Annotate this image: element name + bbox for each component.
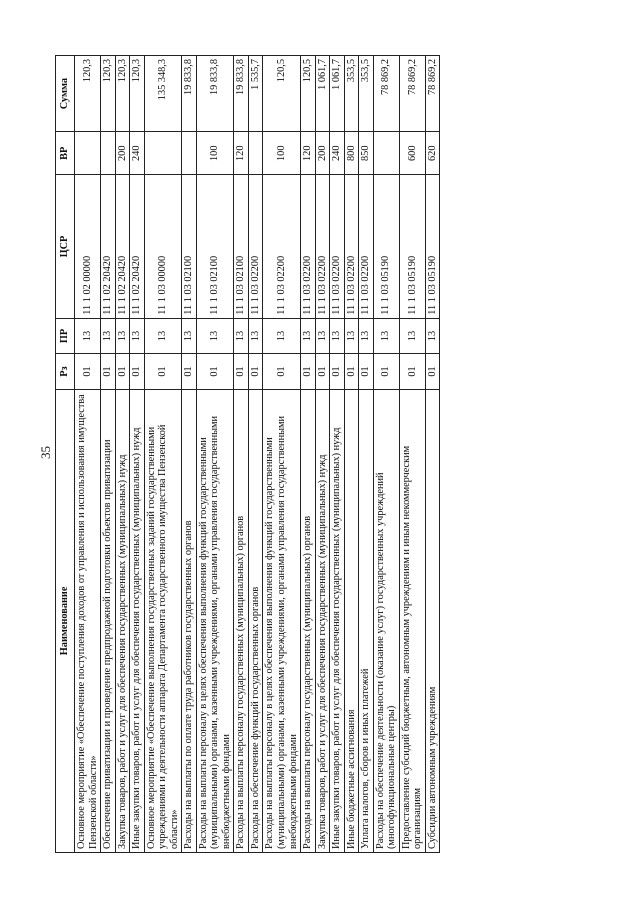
cell-rz: 01 bbox=[330, 354, 345, 390]
cell-name: Субсидии автономным учреждениям bbox=[425, 389, 440, 852]
cell-vr bbox=[373, 132, 399, 175]
cell-sum: 120,3 bbox=[130, 56, 145, 132]
cell-vr: 240 bbox=[130, 132, 145, 175]
cell-pr: 13 bbox=[399, 318, 425, 354]
cell-pr: 13 bbox=[234, 318, 249, 354]
cell-vr: 200 bbox=[115, 132, 130, 175]
table-row bbox=[315, 56, 330, 853]
cell-pr: 13 bbox=[130, 318, 145, 354]
cell-pr: 13 bbox=[344, 318, 359, 354]
table-row bbox=[263, 56, 301, 853]
cell-csr: 11 1 03 02100 bbox=[234, 175, 249, 318]
cell-name: Иные закупки товаров, работ и услуг для обеспечения государственных (муниципальных) нужд bbox=[330, 389, 345, 852]
cell-name: Расходы на выплаты персоналу государственных (муниципальных) органов bbox=[301, 389, 316, 852]
budget-table bbox=[55, 55, 440, 853]
header-name: Наименование bbox=[56, 389, 75, 852]
cell-vr: 120 bbox=[234, 132, 249, 175]
cell-sum: 19 833,8 bbox=[234, 56, 249, 132]
cell-name: Уплата налогов, сборов и иных платежей bbox=[359, 389, 374, 852]
cell-pr: 13 bbox=[144, 318, 182, 354]
cell-rz: 01 bbox=[315, 354, 330, 390]
cell-pr: 13 bbox=[301, 318, 316, 354]
cell-sum: 19 833,8 bbox=[182, 56, 197, 132]
cell-name: Закупка товаров, работ и услуг для обеспечения государственных (муниципальных) нужд bbox=[115, 389, 130, 852]
cell-sum: 1 061,7 bbox=[315, 56, 330, 132]
cell-sum: 353,5 bbox=[359, 56, 374, 132]
cell-csr: 11 1 03 02100 bbox=[182, 175, 197, 318]
cell-name: Закупка товаров, работ и услуг для обеспечения государственных (муниципальных) нужд bbox=[315, 389, 330, 852]
table-row bbox=[75, 56, 101, 853]
cell-pr: 13 bbox=[263, 318, 301, 354]
cell-csr: 11 1 03 02200 bbox=[301, 175, 316, 318]
table-row bbox=[130, 56, 145, 853]
cell-sum: 120,3 bbox=[75, 56, 101, 132]
cell-sum: 78 869,2 bbox=[399, 56, 425, 132]
cell-csr: 11 1 02 00000 bbox=[75, 175, 101, 318]
cell-csr: 11 1 03 05190 bbox=[399, 175, 425, 318]
cell-vr: 100 bbox=[263, 132, 301, 175]
table-row bbox=[373, 56, 399, 853]
cell-name: Расходы на выплаты персоналу в целях обеспечения выполнения функций государственными (муниципальными) органами, казенными учреждениями, органами управления государственными внебюджетными фондами bbox=[263, 389, 301, 852]
table-row bbox=[234, 56, 249, 853]
cell-sum: 78 869,2 bbox=[373, 56, 399, 132]
cell-rz: 01 bbox=[263, 354, 301, 390]
cell-name: Расходы на выплаты персоналу в целях обеспечения выполнения функций государственными (муниципальными) органами, казенными учреждениями, органами управления государственными внебюджетными фондами bbox=[196, 389, 234, 852]
cell-csr: 11 1 02 20420 bbox=[115, 175, 130, 318]
cell-name: Расходы на выплаты по оплате труда работников государственных органов bbox=[182, 389, 197, 852]
cell-rz: 01 bbox=[101, 354, 116, 390]
cell-rz: 01 bbox=[182, 354, 197, 390]
cell-rz: 01 bbox=[144, 354, 182, 390]
cell-csr: 11 1 03 02200 bbox=[359, 175, 374, 318]
cell-vr: 240 bbox=[330, 132, 345, 175]
cell-rz: 01 bbox=[301, 354, 316, 390]
cell-vr: 800 bbox=[344, 132, 359, 175]
cell-sum: 120,3 bbox=[101, 56, 116, 132]
cell-pr: 13 bbox=[315, 318, 330, 354]
cell-sum: 120,5 bbox=[301, 56, 316, 132]
cell-name: Иные бюджетные ассигнования bbox=[344, 389, 359, 852]
cell-sum: 120,5 bbox=[263, 56, 301, 132]
cell-name: Расходы на обеспечение деятельности (оказание услуг) государственных учреждений (многофункциональные центры) bbox=[373, 389, 399, 852]
cell-vr bbox=[144, 132, 182, 175]
cell-rz: 01 bbox=[115, 354, 130, 390]
table-row bbox=[425, 56, 440, 853]
cell-sum: 1 061,7 bbox=[330, 56, 345, 132]
cell-rz: 01 bbox=[359, 354, 374, 390]
cell-name: Иные закупки товаров, работ и услуг для обеспечения государственных (муниципальных) нужд bbox=[130, 389, 145, 852]
table-row bbox=[330, 56, 345, 853]
table-row bbox=[182, 56, 197, 853]
cell-csr: 11 1 03 02100 bbox=[196, 175, 234, 318]
cell-pr: 13 bbox=[75, 318, 101, 354]
table-row bbox=[101, 56, 116, 853]
cell-sum: 353,5 bbox=[344, 56, 359, 132]
cell-vr: 620 bbox=[425, 132, 440, 175]
cell-rz: 01 bbox=[196, 354, 234, 390]
cell-name: Предоставление субсидий бюджетным, автономным учреждениям и иным некоммерческим организациям bbox=[399, 389, 425, 852]
cell-vr: 600 bbox=[399, 132, 425, 175]
cell-csr: 11 1 03 02200 bbox=[330, 175, 345, 318]
cell-sum: 120,3 bbox=[115, 56, 130, 132]
cell-csr: 11 1 03 02200 bbox=[315, 175, 330, 318]
cell-csr: 11 1 02 20420 bbox=[130, 175, 145, 318]
cell-rz: 01 bbox=[373, 354, 399, 390]
cell-rz: 01 bbox=[344, 354, 359, 390]
cell-rz: 01 bbox=[425, 354, 440, 390]
cell-pr: 13 bbox=[196, 318, 234, 354]
cell-vr: 200 bbox=[315, 132, 330, 175]
table-row bbox=[144, 56, 182, 853]
cell-name: Расходы на обеспечение функций государственных органов bbox=[248, 389, 263, 852]
cell-vr bbox=[182, 132, 197, 175]
cell-csr: 11 1 03 02200 bbox=[263, 175, 301, 318]
table-row bbox=[399, 56, 425, 853]
cell-pr: 13 bbox=[115, 318, 130, 354]
cell-vr: 850 bbox=[359, 132, 374, 175]
cell-vr: 120 bbox=[301, 132, 316, 175]
page-number: 35 bbox=[38, 446, 53, 459]
cell-name: Основное мероприятие «Обеспечение поступления доходов от управления и использования имущества Пензенской области» bbox=[75, 389, 101, 852]
cell-sum: 78 869,2 bbox=[425, 56, 440, 132]
header-vr: ВР bbox=[56, 132, 75, 175]
cell-pr: 13 bbox=[373, 318, 399, 354]
table-header-row bbox=[56, 56, 75, 853]
cell-rz: 01 bbox=[248, 354, 263, 390]
cell-csr: 11 1 03 00000 bbox=[144, 175, 182, 318]
header-sum: Сумма bbox=[56, 56, 75, 132]
table-row bbox=[344, 56, 359, 853]
cell-pr: 13 bbox=[359, 318, 374, 354]
cell-vr bbox=[101, 132, 116, 175]
cell-pr: 13 bbox=[182, 318, 197, 354]
header-csr: ЦСР bbox=[56, 175, 75, 318]
cell-sum: 1 535,7 bbox=[248, 56, 263, 132]
cell-vr: 100 bbox=[196, 132, 234, 175]
table-row bbox=[248, 56, 263, 853]
cell-csr: 11 1 03 05190 bbox=[425, 175, 440, 318]
table-row bbox=[115, 56, 130, 853]
cell-sum: 19 833,8 bbox=[196, 56, 234, 132]
cell-name: Расходы на выплаты персоналу государственных (муниципальных) органов bbox=[234, 389, 249, 852]
header-rz: Рз bbox=[56, 354, 75, 390]
cell-name: Основное мероприятие «Обеспечение выполнения государственных заданий государственными учреждениями и деятельности аппарата Департамента государственного имущества Пензенской области» bbox=[144, 389, 182, 852]
cell-csr: 11 1 03 05190 bbox=[373, 175, 399, 318]
table-row bbox=[196, 56, 234, 853]
cell-pr: 13 bbox=[425, 318, 440, 354]
table-row bbox=[359, 56, 374, 853]
cell-csr: 11 1 02 20420 bbox=[101, 175, 116, 318]
cell-vr bbox=[75, 132, 101, 175]
cell-rz: 01 bbox=[130, 354, 145, 390]
cell-rz: 01 bbox=[75, 354, 101, 390]
cell-pr: 13 bbox=[248, 318, 263, 354]
cell-pr: 13 bbox=[101, 318, 116, 354]
cell-pr: 13 bbox=[330, 318, 345, 354]
cell-csr: 11 1 03 02200 bbox=[248, 175, 263, 318]
cell-rz: 01 bbox=[234, 354, 249, 390]
table-row bbox=[301, 56, 316, 853]
header-pr: ПР bbox=[56, 318, 75, 354]
cell-sum: 135 348,3 bbox=[144, 56, 182, 132]
cell-rz: 01 bbox=[399, 354, 425, 390]
table-body bbox=[75, 56, 440, 853]
cell-name: Обеспечение приватизации и проведение предпродажной подготовки объектов приватизации bbox=[101, 389, 116, 852]
cell-vr bbox=[248, 132, 263, 175]
cell-csr: 11 1 03 02200 bbox=[344, 175, 359, 318]
